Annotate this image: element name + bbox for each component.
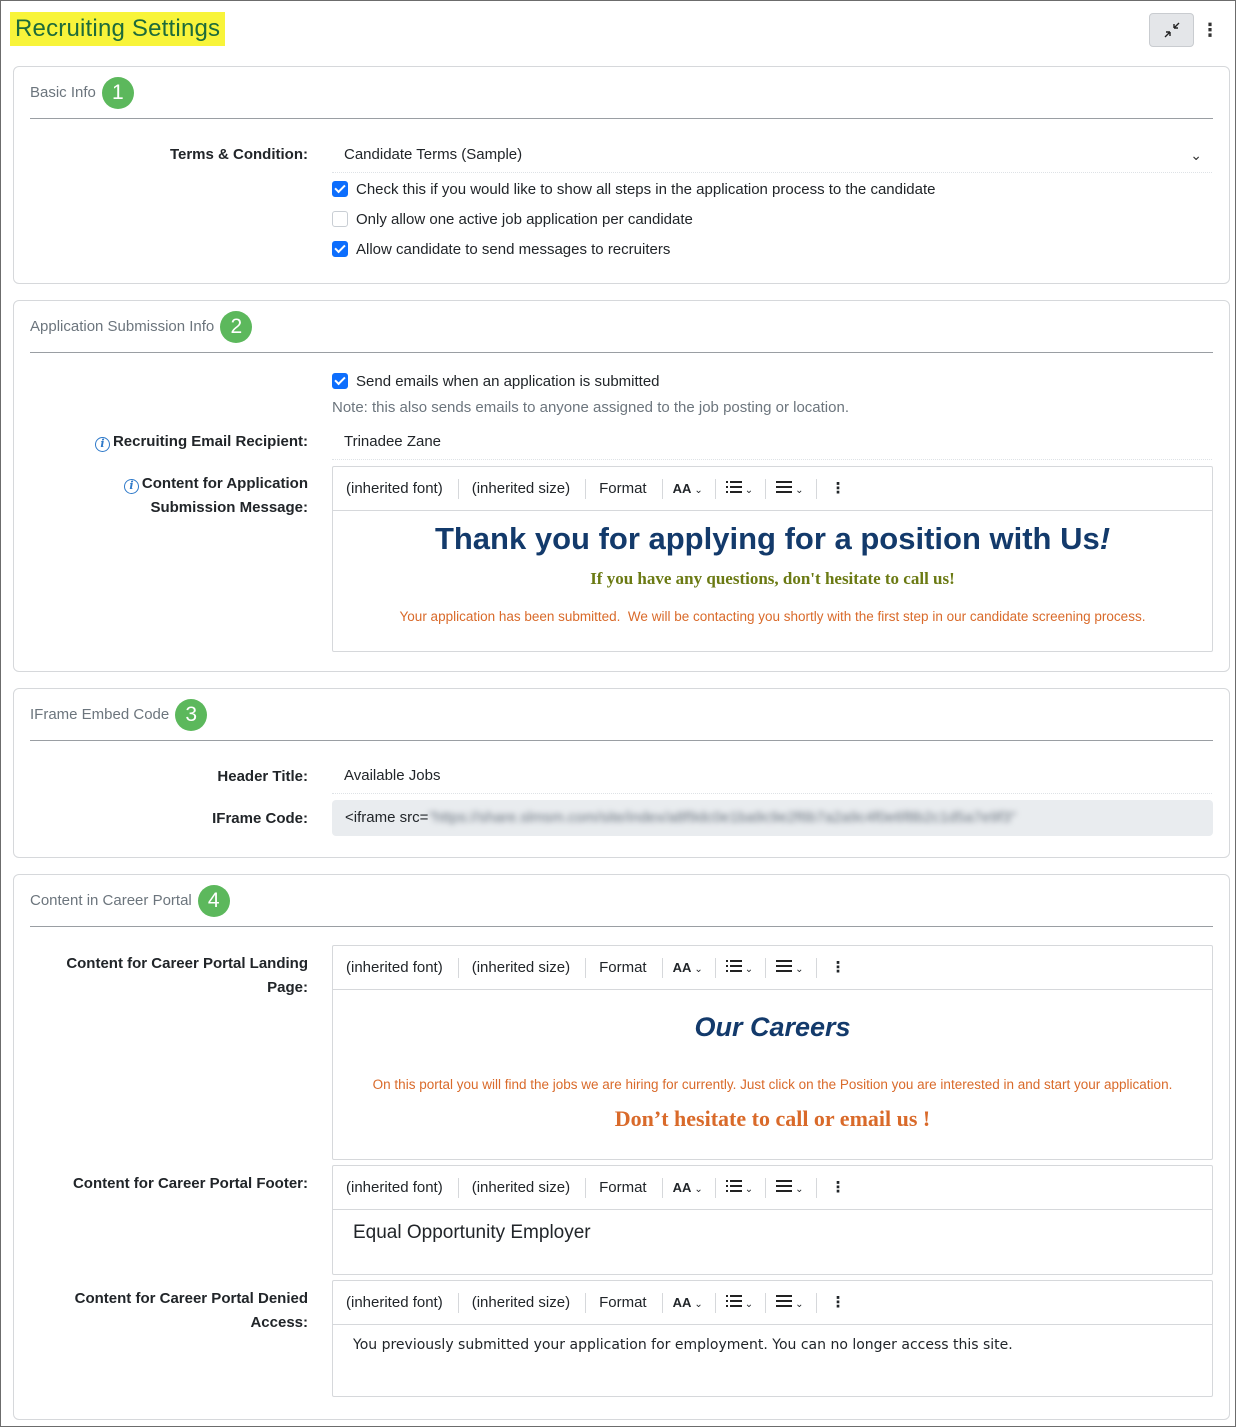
- checkbox-checked-icon: [332, 181, 348, 197]
- kebab-menu-icon: ⋮: [830, 1293, 846, 1311]
- terms-label: Terms & Condition:: [169, 146, 308, 163]
- submission-body: Your application has been submitted. We will be contacting you shortly with the first step in our candidate screening process.: [399, 609, 1146, 624]
- basic-info-title: Basic Info: [30, 84, 96, 101]
- font-dropdown[interactable]: (inherited font): [333, 1178, 459, 1198]
- size-dropdown[interactable]: (inherited size): [459, 479, 586, 499]
- chevron-down-icon: ⌄: [795, 484, 804, 496]
- recipient-label: i Recruiting Email Recipient:: [14, 430, 308, 454]
- size-dropdown[interactable]: (inherited size): [459, 1178, 586, 1198]
- align-icon: [776, 1180, 792, 1192]
- info-icon[interactable]: i: [124, 479, 139, 494]
- chevron-down-icon: ⌄: [744, 963, 754, 975]
- landing-callout: Don’t hesitate to call or email us !: [614, 1106, 931, 1131]
- one-active-application-label: Only allow one active job application per candidate: [356, 210, 693, 228]
- header-title-value: Available Jobs: [344, 767, 441, 784]
- format-dropdown[interactable]: Format: [586, 479, 663, 499]
- editor-toolbar: [333, 1166, 1212, 1210]
- editor-content[interactable]: [333, 1210, 1212, 1274]
- recipient-field[interactable]: [332, 424, 1212, 460]
- list-dropdown[interactable]: [716, 1178, 766, 1198]
- text-case-icon: AA: [672, 1179, 692, 1195]
- landing-heading: Our Careers: [694, 1012, 851, 1042]
- size-dropdown[interactable]: (inherited size): [459, 958, 586, 978]
- align-icon: [776, 960, 792, 972]
- step-badge-2: 2: [220, 311, 252, 343]
- size-dropdown[interactable]: (inherited size): [459, 1293, 586, 1313]
- landing-page-editor[interactable]: [332, 945, 1213, 1160]
- more-options-button[interactable]: [1200, 15, 1220, 45]
- chevron-down-icon: ⌄: [795, 1298, 804, 1310]
- chevron-down-icon: ⌄: [694, 484, 703, 496]
- kebab-menu-icon: ⋮: [1201, 19, 1219, 40]
- kebab-menu-icon: ⋮: [830, 958, 846, 976]
- iframe-embed-title: IFrame Embed Code: [30, 706, 170, 723]
- submission-message-editor[interactable]: [332, 466, 1213, 652]
- one-active-application-checkbox[interactable]: [332, 207, 693, 231]
- toolbar-more-button[interactable]: [817, 479, 856, 499]
- list-icon: [726, 1180, 742, 1192]
- step-badge-3: 3: [175, 699, 207, 731]
- application-submission-header: [30, 301, 1213, 353]
- chevron-down-icon: ⌄: [1190, 147, 1202, 163]
- checkbox-unchecked-icon: [332, 211, 348, 227]
- editor-toolbar: [333, 1281, 1212, 1325]
- footer-text: Equal Opportunity Employer: [353, 1222, 591, 1243]
- submission-content-label: i Content for Application Submission Message:: [14, 472, 308, 520]
- chevron-down-icon: ⌄: [795, 1183, 804, 1195]
- show-all-steps-checkbox[interactable]: [332, 177, 936, 201]
- application-submission-card: [13, 300, 1230, 672]
- iframe-code-blurred: "https://share.slmsm.com/site/index/a8f9dc0e1ba9c9e2f6b7a2a9c4f0e6f8b2c1d5a7e9f3": [428, 809, 1017, 826]
- list-icon: [726, 1295, 742, 1307]
- align-dropdown[interactable]: [766, 479, 816, 499]
- send-emails-checkbox[interactable]: [332, 369, 660, 393]
- text-case-dropdown[interactable]: [663, 1293, 716, 1313]
- text-case-dropdown[interactable]: [663, 958, 716, 978]
- align-icon: [776, 481, 792, 493]
- list-dropdown[interactable]: [716, 958, 766, 978]
- align-dropdown[interactable]: [766, 958, 816, 978]
- chevron-down-icon: ⌄: [744, 484, 754, 496]
- editor-content[interactable]: [333, 1325, 1212, 1396]
- kebab-menu-icon: ⋮: [830, 479, 846, 497]
- career-portal-title: Content in Career Portal: [30, 892, 192, 909]
- chevron-down-icon: ⌄: [694, 963, 703, 975]
- application-submission-title: Application Submission Info: [30, 318, 215, 335]
- toolbar-more-button[interactable]: [817, 1178, 856, 1198]
- list-dropdown[interactable]: [716, 1293, 766, 1313]
- basic-info-header: [30, 67, 1213, 119]
- format-dropdown[interactable]: Format: [586, 958, 663, 978]
- iframe-code-field[interactable]: [332, 800, 1213, 836]
- text-case-icon: AA: [672, 480, 692, 496]
- align-dropdown[interactable]: [766, 1293, 816, 1313]
- header-title-field[interactable]: [332, 758, 1212, 794]
- text-case-icon: AA: [672, 959, 692, 975]
- footer-editor[interactable]: [332, 1165, 1213, 1275]
- iframe-embed-card: [13, 688, 1230, 858]
- list-icon: [726, 960, 742, 972]
- send-emails-label: Send emails when an application is submitted: [356, 372, 660, 390]
- footer-content-label: Content for Career Portal Footer:: [72, 1175, 308, 1192]
- page-title: Recruiting Settings: [10, 12, 225, 46]
- checkbox-checked-icon: [332, 373, 348, 389]
- editor-content[interactable]: [333, 990, 1212, 1160]
- step-badge-4: 4: [198, 885, 230, 917]
- text-case-dropdown[interactable]: [663, 1178, 716, 1198]
- font-dropdown[interactable]: (inherited font): [333, 1293, 459, 1313]
- allow-messages-checkbox[interactable]: [332, 237, 670, 261]
- chevron-down-icon: ⌄: [795, 963, 804, 975]
- chevron-down-icon: ⌄: [694, 1298, 703, 1310]
- career-portal-card: [13, 874, 1230, 1420]
- list-dropdown[interactable]: [716, 479, 766, 499]
- text-case-dropdown[interactable]: [663, 479, 716, 499]
- align-icon: [776, 1295, 792, 1307]
- send-emails-note: Note: this also sends emails to anyone assigned to the job posting or location.: [332, 399, 849, 416]
- align-dropdown[interactable]: [766, 1178, 816, 1198]
- toolbar-more-button[interactable]: [817, 1293, 856, 1313]
- chevron-down-icon: ⌄: [694, 1183, 703, 1195]
- editor-toolbar: [333, 946, 1212, 990]
- collapse-arrows-icon: [1162, 20, 1182, 40]
- denied-content-label: Content for Career Portal Denied Access:: [74, 1290, 308, 1331]
- terms-select[interactable]: [332, 137, 1212, 173]
- format-dropdown[interactable]: Format: [586, 1293, 663, 1313]
- iframe-code-label: IFrame Code:: [212, 810, 308, 827]
- allow-messages-label: Allow candidate to send messages to recruiters: [356, 240, 671, 258]
- info-icon[interactable]: i: [95, 437, 110, 452]
- text-case-icon: AA: [672, 1294, 692, 1310]
- kebab-menu-icon: ⋮: [830, 1178, 846, 1196]
- terms-select-value: Candidate Terms (Sample): [344, 146, 523, 163]
- font-dropdown[interactable]: (inherited font): [333, 958, 459, 978]
- iframe-embed-header: [30, 689, 1213, 741]
- denied-text: You previously submitted your application for employment. You can no longer access this site.: [353, 1337, 1013, 1353]
- career-portal-header: [30, 875, 1213, 927]
- editor-content[interactable]: [333, 511, 1212, 651]
- recipient-value: Trinadee Zane: [344, 433, 442, 450]
- header-title-label: Header Title:: [217, 768, 308, 785]
- chevron-down-icon: ⌄: [744, 1298, 754, 1310]
- collapse-button[interactable]: [1149, 13, 1194, 47]
- denied-access-editor[interactable]: [332, 1280, 1213, 1397]
- basic-info-card: [13, 66, 1230, 284]
- step-badge-1: 1: [102, 77, 134, 109]
- show-all-steps-label: Check this if you would like to show all steps in the application process to the candidate: [356, 180, 936, 198]
- toolbar-more-button[interactable]: [817, 958, 856, 978]
- submission-heading: Thank you for applying for a position with Us!: [434, 521, 1111, 556]
- font-dropdown[interactable]: (inherited font): [333, 479, 459, 499]
- editor-toolbar: [333, 467, 1212, 511]
- format-dropdown[interactable]: Format: [586, 1178, 663, 1198]
- chevron-down-icon: ⌄: [744, 1183, 754, 1195]
- landing-content-label: Content for Career Portal Landing Page:: [66, 955, 308, 996]
- submission-subheading: If you have any questions, don't hesitate to call us!: [590, 569, 955, 588]
- iframe-code-prefix: <iframe src=: [345, 809, 429, 826]
- list-icon: [726, 481, 742, 493]
- landing-body: On this portal you will find the jobs we are hiring for currently. Just click on the Position you are interested in and start your application.: [372, 1077, 1173, 1092]
- checkbox-checked-icon: [332, 241, 348, 257]
